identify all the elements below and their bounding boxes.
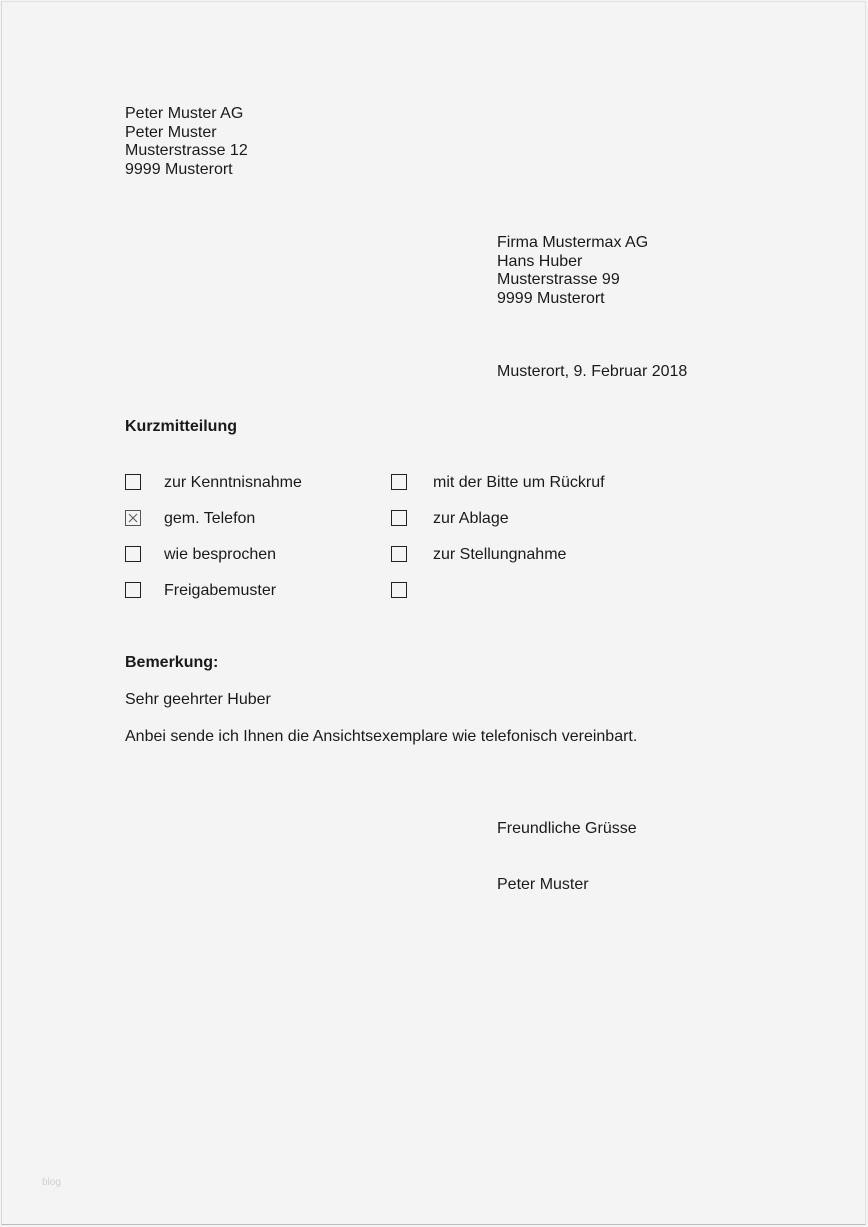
checkbox-ablage[interactable] [391,510,407,526]
checkbox-label: wie besprochen [164,546,277,563]
sender-address [125,105,248,179]
recipient-line: Hans Huber [497,252,583,270]
recipient-line: Musterstrasse 99 [497,271,620,289]
checkbox-rueckruf[interactable] [391,474,407,490]
closing: Freundliche Grüsse [497,820,637,837]
check-x-icon [128,513,138,523]
checkbox-label: Freigabemuster [164,582,277,599]
sender-line: 9999 Musterort [125,160,233,178]
signature: Peter Muster [497,876,589,893]
checkbox-wie-besprochen[interactable] [125,546,141,562]
checkbox-stellungnahme[interactable] [391,546,407,562]
checkbox-label: gem. Telefon [164,510,256,527]
letter-date: Musterort, 9. Februar 2018 [497,363,688,380]
remark-heading: Bemerkung: [125,654,219,671]
salutation: Sehr geehrter Huber [125,691,271,708]
sender-line: Peter Muster [125,123,217,141]
recipient-line: 9999 Musterort [497,289,605,307]
sender-line: Peter Muster AG [125,105,244,122]
document-title: Kurzmitteilung [125,418,237,435]
sender-line: Musterstrasse 12 [125,142,248,160]
watermark: blog [42,1177,61,1188]
checkbox-kenntnisnahme[interactable] [125,474,141,490]
letter-page [1,1,866,1225]
checkbox-label: zur Ablage [433,510,509,527]
checkbox-freigabemuster[interactable] [125,582,141,598]
checkbox-label: zur Stellungnahme [433,546,567,563]
checkbox-label: mit der Bitte um Rückruf [433,474,605,491]
recipient-address [497,234,648,308]
checkbox-label: zur Kenntnisnahme [164,474,302,491]
body-text: Anbei sende ich Ihnen die Ansichtsexemplare wie telefonisch vereinbart. [125,728,638,745]
checkbox-empty[interactable] [391,582,407,598]
recipient-line: Firma Mustermax AG [497,234,649,251]
checkbox-gem-telefon-checked[interactable] [125,510,141,526]
